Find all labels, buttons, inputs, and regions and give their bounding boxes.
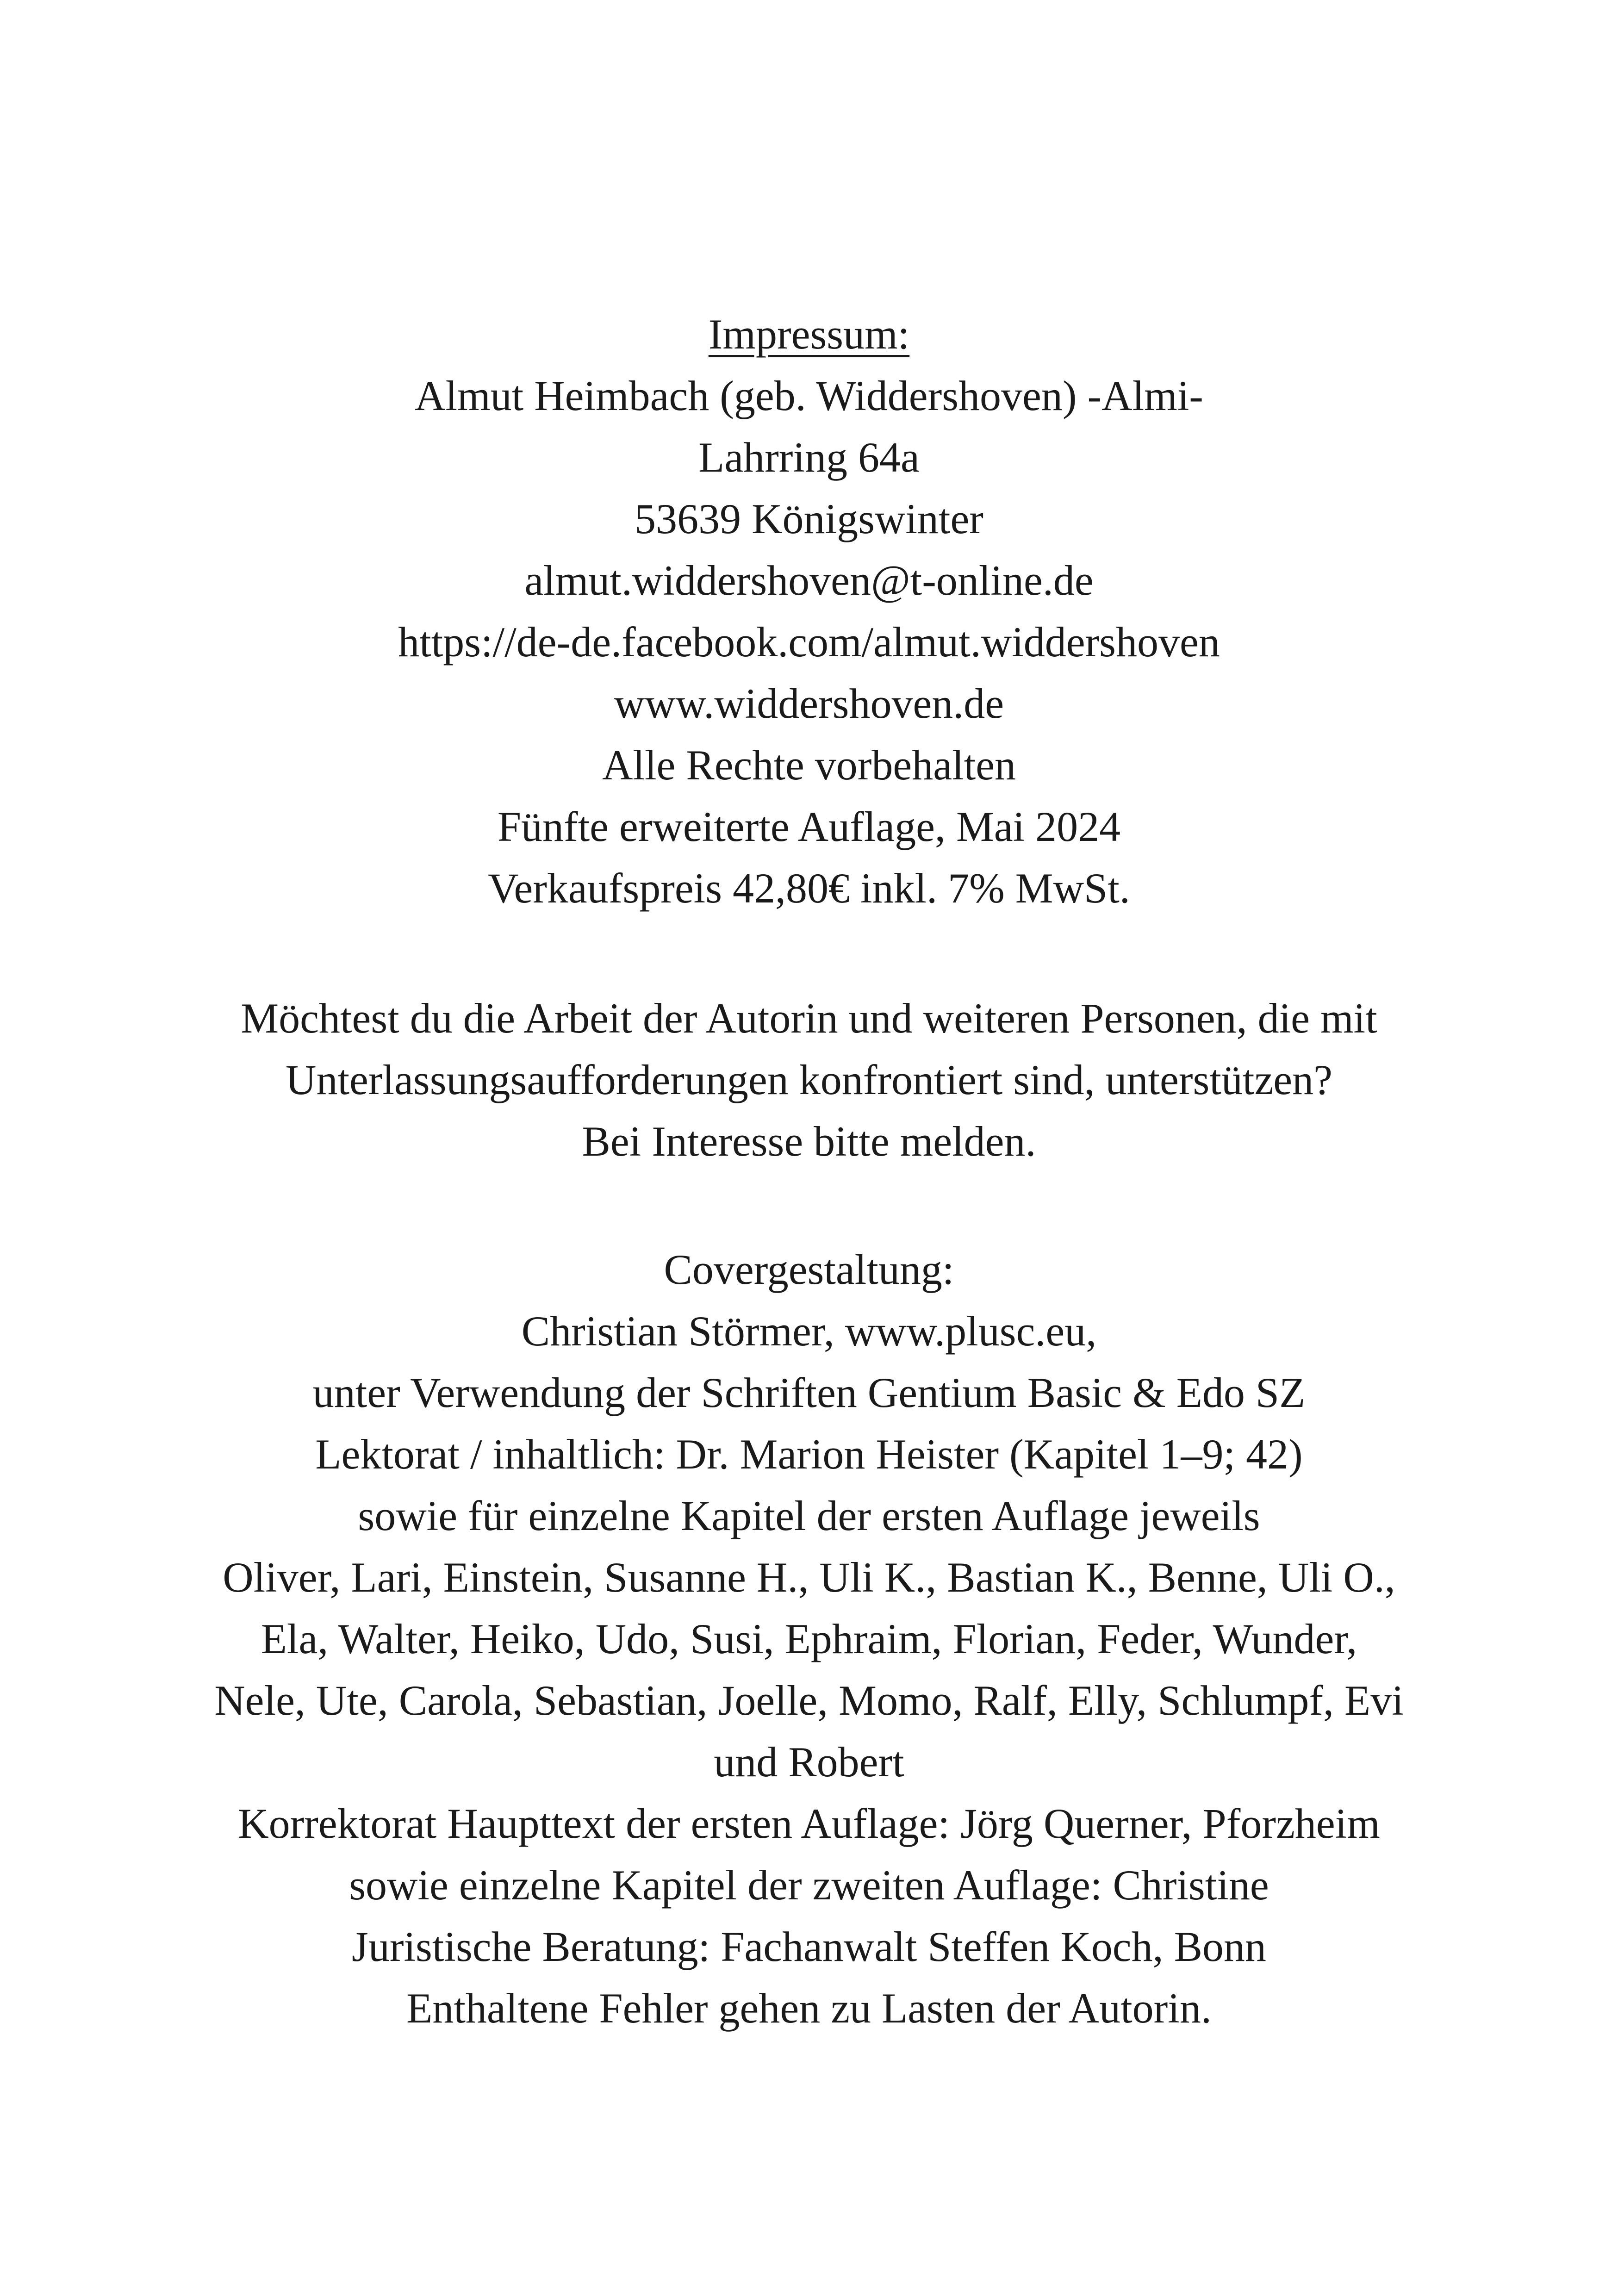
price-info: Verkaufspreis 42,80€ inkl. 7% MwSt. [488,865,1130,912]
contributors-line: Oliver, Lari, Einstein, Susanne H., Uli K., Bastian K., Benne, Uli O., [223,1554,1395,1601]
author-name: Almut Heimbach (geb. Widdershoven) -Almi- [415,372,1203,419]
facebook-url: https://de-de.facebook.com/almut.widdershoven [398,618,1220,666]
proofreading-credit: Korrektorat Haupttext der ersten Auflage: Jörg Querner, Pforzheim [238,1800,1380,1847]
editing-credit-continued: sowie für einzelne Kapitel der ersten Auflage jeweils [358,1492,1260,1539]
impressum-section [0,304,1618,919]
contributors-line: Nele, Ute, Carola, Sebastian, Joelle, Momo, Ralf, Elly, Schlumpf, Evi [214,1677,1404,1724]
cover-design-heading: Covergestaltung: [664,1246,954,1293]
credits-section [0,1239,1618,2039]
support-line: Möchtest du die Arbeit der Autorin und weiteren Personen, die mit [241,995,1377,1042]
errors-disclaimer: Enthaltene Fehler gehen zu Lasten der Autorin. [406,1985,1212,2032]
support-line: Bei Interesse bitte melden. [582,1118,1036,1165]
edition-info: Fünfte erweiterte Auflage, Mai 2024 [497,803,1121,850]
contributors-line: und Robert [714,1738,904,1786]
website-url: www.widdershoven.de [614,680,1004,727]
legal-advice-credit: Juristische Beratung: Fachanwalt Steffen Koch, Bonn [352,1923,1266,1970]
support-line: Unterlassungsaufforderungen konfrontiert sind, unterstützen? [286,1056,1332,1103]
proofreading-credit-continued: sowie einzelne Kapitel der zweiten Auflage: Christine [349,1861,1269,1909]
street-address: Lahrring 64a [698,434,920,481]
rights-notice: Alle Rechte vorbehalten [602,741,1016,789]
impressum-heading-line [0,304,1618,365]
support-section [0,988,1618,1172]
cover-designer: Christian Störmer, www.plusc.eu, [521,1307,1097,1355]
email-address: almut.widdershoven@t-online.de [524,557,1094,604]
postal-city: 53639 Königswinter [635,495,983,542]
contributors-line: Ela, Walter, Heiko, Udo, Susi, Ephraim, Florian, Feder, Wunder, [261,1615,1357,1662]
editing-credit: Lektorat / inhaltlich: Dr. Marion Heister (Kapitel 1–9; 42) [315,1431,1303,1478]
impressum-heading: Impressum: [708,311,910,358]
fonts-used: unter Verwendung der Schriften Gentium Basic & Edo SZ [312,1369,1306,1416]
